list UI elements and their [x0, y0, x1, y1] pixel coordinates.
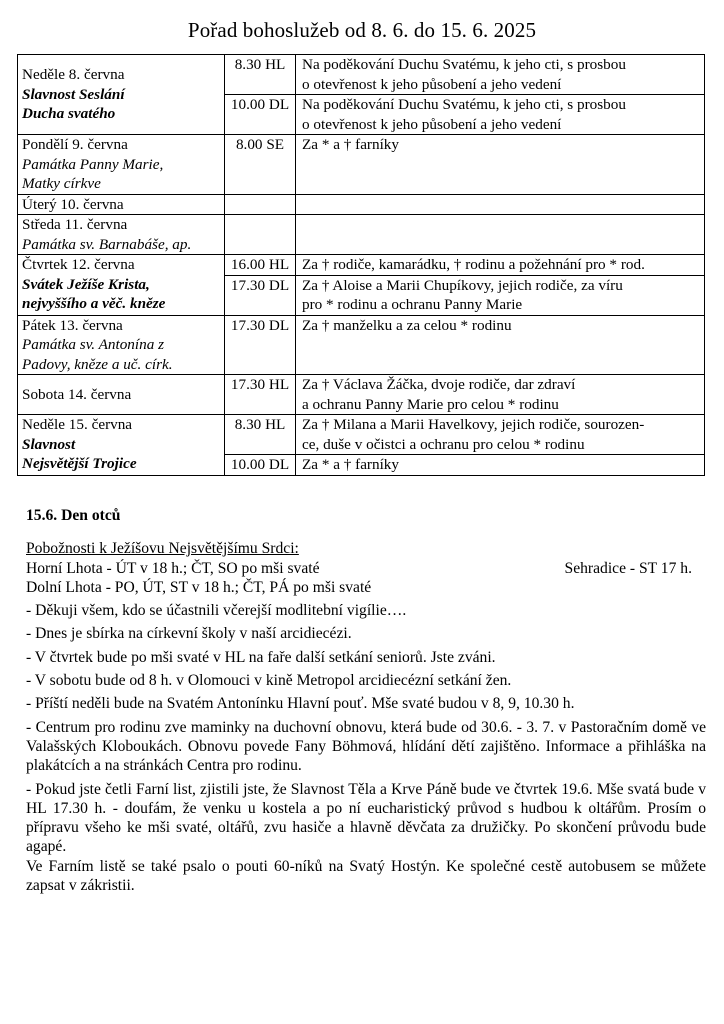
table-row — [18, 135, 705, 195]
feast-line: Matky církve — [22, 175, 101, 192]
announcement-item: - Dnes je sbírka na církevní školy v naší arcidiecézi. — [26, 625, 352, 643]
day-cell — [18, 375, 225, 415]
mass-intention — [296, 375, 705, 415]
announcements-heading: 15.6. Den otců — [26, 507, 121, 524]
devotions-sehradice: Sehradice - ST 17 h. — [564, 559, 692, 577]
day-cell — [18, 194, 225, 215]
devotions-horni-lhota: Horní Lhota - ÚT v 18 h.; ČT, SO po mši svaté — [26, 559, 320, 577]
devotions-row — [26, 559, 706, 578]
day-name: Pondělí 9. června — [22, 136, 128, 153]
feast-line: Památka sv. Barnabáše, ap. — [22, 235, 192, 253]
mass-time: 17.30 DL — [225, 315, 296, 375]
announcement-item: - V čtvrtek bude po mši svaté v HL na faře další setkání seniorů. Jste zváni. — [26, 648, 496, 666]
mass-intention — [296, 415, 705, 455]
feast-line: Ducha svatého — [22, 105, 116, 123]
mass-intention — [296, 194, 705, 215]
intention-line: Za † Milana a Marii Havelkovy, jejich rodiče, sourozen- — [302, 416, 645, 433]
feast-line: nejvyššího a věč. kněze — [22, 295, 166, 312]
mass-time: 17.30 HL — [225, 375, 296, 415]
day-cell — [18, 255, 225, 316]
mass-intention: Za † rodiče, kamarádku, † rodinu a požehnání pro * rod. — [296, 255, 705, 276]
page-title: Pořad bohoslužeb od 8. 6. do 15. 6. 2025 — [187, 18, 537, 42]
day-name: Čtvrtek 12. června — [22, 256, 135, 273]
announcement-item: - Děkuji všem, kdo se účastnili včerejší modlitební vigílie…. — [26, 602, 407, 620]
announcement-item: - Centrum pro rodinu zve maminky na duchovní obnovu, která bude od 30.6. - 3. 7. v Pastoračním domě ve Valašských Kloboukách. Obnovu povede Fany Böhmová, hlídání dětí zajištěno. Informace a přihláška na plakátcích a na stránkách Centra pro rodinu. — [26, 718, 706, 775]
intention-line: Za † Aloise a Marii Chupíkovy, jejich rodiče, za víru — [302, 276, 623, 294]
devotions-heading: Pobožnosti k Ježíšovu Nejsvětějšímu Srdci: — [26, 540, 299, 558]
intention-line: Na poděkování Duchu Svatému, k jeho cti, s prosbou — [302, 96, 626, 113]
mass-intention — [296, 275, 705, 315]
day-cell — [18, 135, 225, 195]
intention-line: a ochranu Panny Marie pro celou * rodinu — [302, 395, 559, 413]
intention-line: o otevřenost k jeho působení a jeho vedení — [302, 115, 562, 133]
announcement-item: - V sobotu bude od 8 h. v Olomouci v kině Metropol arcidiecézní setkání žen. — [26, 672, 512, 690]
day-cell — [18, 315, 225, 375]
day-name: Úterý 10. června — [22, 195, 124, 213]
table-row — [18, 255, 705, 276]
devotions-dolni-lhota: Dolní Lhota - PO, ÚT, ST v 18 h.; ČT, PÁ po mši svaté — [26, 578, 372, 596]
mass-intention: Za * a † farníky — [296, 455, 705, 476]
mass-time: 17.30 DL — [225, 275, 296, 315]
day-cell — [18, 215, 225, 255]
announcement-closing: Ve Farním listě se také psalo o pouti 60-níků na Svatý Hostýn. Ke společné cestě autobusem se můžete zapsat v zákristii. — [26, 857, 706, 895]
table-row — [18, 194, 705, 215]
mass-intention — [296, 95, 705, 135]
day-name: Neděle 8. června — [22, 66, 125, 84]
day-name: Středa 11. června — [22, 216, 128, 233]
day-name: Pátek 13. června — [22, 316, 123, 334]
feast-line: Památka Panny Marie, — [22, 155, 164, 173]
intention-line: Za † Václava Žáčka, dvoje rodiče, dar zdraví — [302, 376, 576, 393]
feast-line: Padovy, kněze a uč. círk. — [22, 355, 173, 373]
mass-time: 8.30 HL — [225, 55, 296, 95]
mass-time — [225, 194, 296, 215]
table-row — [18, 55, 705, 95]
announcements — [26, 506, 706, 895]
intention-line: pro * rodinu a ochranu Panny Marie — [302, 296, 523, 313]
mass-time: 10.00 DL — [225, 95, 296, 135]
table-row — [18, 375, 705, 415]
day-name: Sobota 14. června — [22, 385, 132, 403]
announcement-item: - Příští neděli bude na Svatém Antonínku Hlavní pouť. Mše svaté budou v 8, 9, 10.30 h. — [26, 695, 575, 713]
intention-line: ce, duše v očistci a ochranu pro celou * rodinu — [302, 435, 585, 453]
mass-time: 8.30 HL — [225, 415, 296, 455]
day-cell — [18, 55, 225, 135]
feast-line: Nejsvětější Trojice — [22, 455, 137, 472]
day-name: Neděle 15. června — [22, 416, 133, 433]
intention-line: Na poděkování Duchu Svatému, k jeho cti, s prosbou — [302, 56, 626, 73]
mass-intention — [296, 55, 705, 95]
mass-time: 16.00 HL — [225, 255, 296, 276]
mass-schedule-table — [17, 54, 705, 476]
table-row — [18, 215, 705, 255]
feast-line: Svátek Ježíše Krista, — [22, 275, 150, 293]
table-row — [18, 415, 705, 455]
mass-intention: Za * a † farníky — [296, 135, 705, 195]
mass-intention — [296, 215, 705, 255]
table-row — [18, 315, 705, 375]
feast-line: Slavnost Seslání — [22, 85, 125, 103]
day-cell — [18, 415, 225, 476]
mass-time — [225, 215, 296, 255]
feast-line: Slavnost — [22, 435, 76, 453]
mass-intention: Za † manželku a za celou * rodinu — [296, 315, 705, 375]
announcement-item: - Pokud jste četli Farní list, zjistili jste, že Slavnost Těla a Krve Páně bude ve čtvrtek 19.6. Mše svatá bude v HL 17.30 h. - doufám, že venku u kostela a po ní eucharistický průvod s hudbou k oltářům. Prosím o přípravu všeho ke mši svaté, oltářů, zvu hasiče a hlavně děvčata za družičky. Po skončení průvodu bude agapé. — [26, 780, 706, 856]
intention-line: o otevřenost k jeho působení a jeho vedení — [302, 75, 562, 93]
mass-time: 10.00 DL — [225, 455, 296, 476]
feast-line: Památka sv. Antonína z — [22, 336, 165, 353]
mass-time: 8.00 SE — [225, 135, 296, 195]
